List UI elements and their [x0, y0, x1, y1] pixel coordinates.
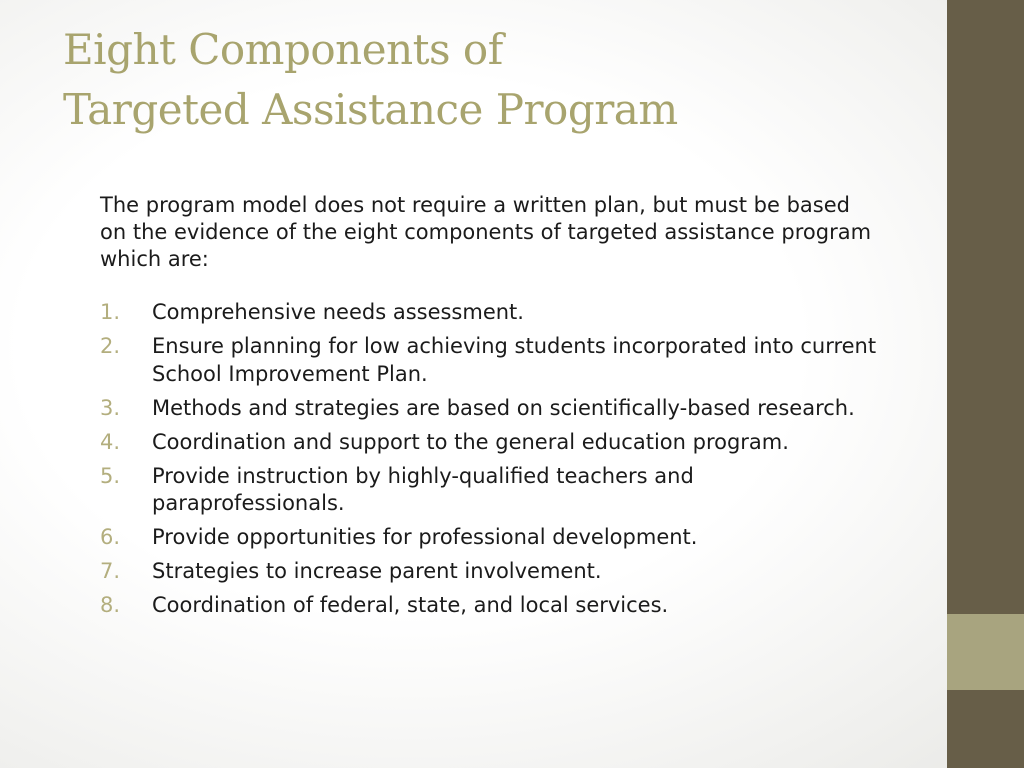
list-item: [100, 429, 880, 457]
list-item: [100, 333, 880, 388]
list-text: Provide opportunities for professional development.: [152, 525, 698, 549]
list-item: [100, 395, 880, 423]
list-number: 8.: [100, 593, 121, 617]
slide-title: [63, 20, 923, 140]
slide-content: [100, 192, 880, 626]
list-text: Methods and strategies are based on scientifically-based research.: [152, 395, 855, 420]
list-number: 5.: [100, 463, 121, 488]
list-text: Coordination and support to the general education program.: [152, 429, 789, 454]
list-text: Coordination of federal, state, and local services.: [152, 593, 669, 617]
list-item: [100, 592, 880, 620]
intro-paragraph: The program model does not require a written plan, but must be based on the evidence of the eight components of targeted assistance program which are:: [100, 193, 872, 271]
list-text: Provide instruction by highly-qualified teachers and paraprofessionals.: [152, 463, 694, 515]
list-number: 7.: [100, 559, 121, 583]
sidebar-accent-block: [947, 614, 1024, 690]
list-item: [100, 299, 880, 327]
components-list: [100, 299, 880, 620]
title-line-2: Targeted Assistance Program: [63, 85, 678, 134]
list-text: Strategies to increase parent involvement.: [152, 559, 602, 583]
list-text: Comprehensive needs assessment.: [152, 300, 524, 324]
list-item: [100, 524, 880, 552]
list-number: 6.: [100, 525, 121, 549]
title-line-1: Eight Components of: [63, 25, 503, 74]
list-item: [100, 463, 880, 518]
sidebar-band: [947, 0, 1024, 768]
list-item: [100, 558, 880, 586]
list-number: 2.: [100, 334, 121, 358]
list-number: 3.: [100, 395, 121, 420]
list-text: Ensure planning for low achieving students incorporated into current School Improvement Plan.: [152, 334, 877, 386]
list-number: 1.: [100, 300, 121, 324]
list-number: 4.: [100, 429, 121, 454]
